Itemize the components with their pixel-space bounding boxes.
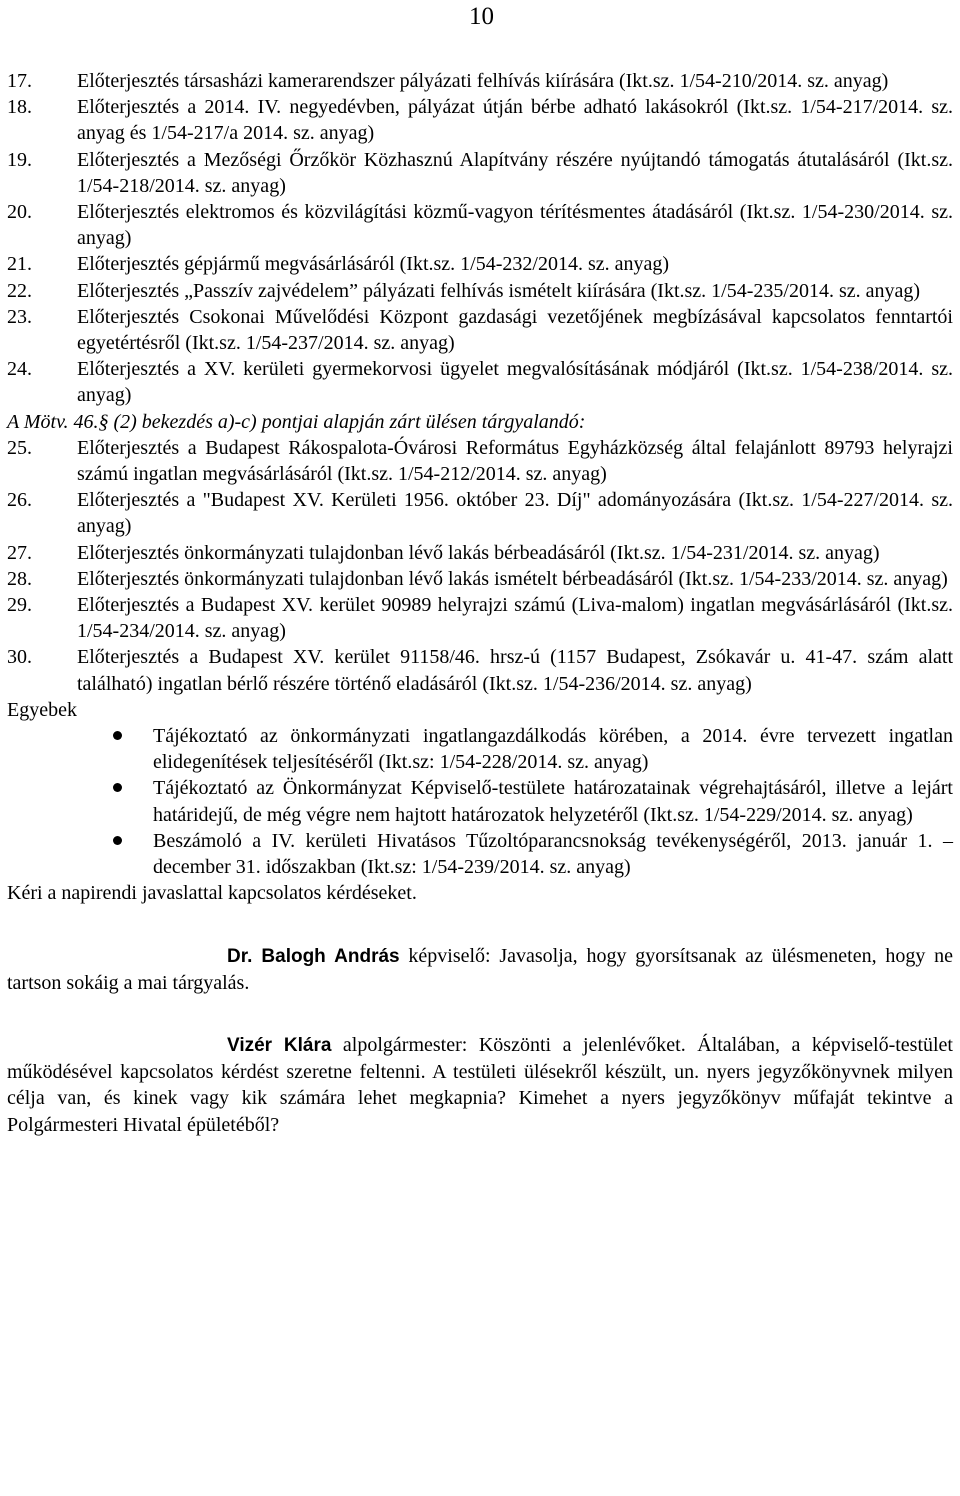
item-number: 28.: [7, 567, 32, 590]
agenda-item: [7, 435, 953, 487]
bullet-item: [105, 775, 953, 827]
item-number: 18.: [7, 96, 32, 119]
bullet-item: [105, 828, 953, 880]
item-number: 23.: [7, 305, 32, 328]
item-text: Előterjesztés a XV. kerületi gyermekorvosi ügyelet megvalósításának módjáról (Ikt.sz. 1/54-238/2014. sz. anyag): [77, 358, 953, 407]
item-number: 24.: [7, 358, 32, 381]
item-text: Előterjesztés a Budapest XV. kerület 91158/46. hrsz-ú (1157 Budapest, Zsókavár u. 41-47. szám alatt található) ingatlan bérlő részére történő eladásáról (Ikt.sz. 1/54-236/2014. sz. anyag): [77, 646, 953, 695]
item-text: Előterjesztés a 2014. IV. negyedévben, pályázat útján bérbe adható lakásokról (Ikt.sz. 1/54-217/2014. sz. anyag és 1/54-217/a 2014. sz. anyag): [77, 96, 953, 145]
item-text: Előterjesztés önkormányzati tulajdonban lévő lakás ismételt bérbeadásáról (Ikt.sz. 1/54-233/2014. sz. anyag): [77, 567, 948, 590]
agenda-item: [7, 356, 953, 408]
item-text: Előterjesztés „Passzív zajvédelem” pályázati felhívás ismételt kiírására (Ikt.sz. 1/54-235/2014. sz. anyag): [77, 279, 921, 302]
agenda-item: [7, 487, 953, 539]
item-number: 19.: [7, 148, 32, 171]
statement-paragraph: [7, 1032, 953, 1138]
agenda-item: [7, 251, 953, 277]
bullet-text: Beszámoló a IV. kerületi Hivatásos Tűzoltóparancsnokság tevékenységéről, 2013. január 1. – december 31. időszakban (Ikt.sz: 1/54-239/2014. sz. anyag): [153, 829, 953, 879]
bullet-item: [105, 723, 953, 775]
spacer: [7, 996, 953, 1032]
agenda-item: [7, 147, 953, 199]
agenda-item: [7, 278, 953, 304]
spacer: [7, 907, 953, 943]
item-text: Előterjesztés a Budapest Rákospalota-Óvárosi Református Egyházközség által felajánlott 89793 helyrajzi számú ingatlan megvásárlásáról (Ikt.sz. 1/54-212/2014. sz. anyag): [77, 436, 953, 486]
item-number: 26.: [7, 489, 32, 512]
speaker-name: Vizér Klára: [227, 1034, 332, 1056]
other-section-label: Egyebek: [7, 698, 77, 721]
speaker-name: Dr. Balogh András: [227, 945, 400, 967]
closed-session-label: A Mötv. 46.§ (2) bekezdés a)-c) pontjai alapján zárt ülésen tárgyalandó:: [7, 410, 586, 433]
item-text: Előterjesztés önkormányzati tulajdonban lévő lakás bérbeadásáról (Ikt.sz. 1/54-231/2014. sz. anyag): [77, 541, 880, 564]
document-content: [7, 68, 953, 1138]
item-number: 22.: [7, 279, 32, 302]
item-text: Előterjesztés a Budapest XV. kerület 90989 helyrajzi számú (Liva-malom) ingatlan megvásárlásáról (Ikt.sz. 1/54-234/2014. sz. anyag): [77, 594, 953, 643]
item-text: Előterjesztés a Mezőségi Őrzőkör Közhasznú Alapítvány részére nyújtandó támogatás átutalásáról (Ikt.sz. 1/54-218/2014. sz. anyag): [77, 148, 953, 197]
item-number: 30.: [7, 646, 32, 669]
agenda-item: [7, 304, 953, 356]
bullet-icon: [105, 775, 153, 827]
item-text: Előterjesztés társasházi kamerarendszer pályázati felhívás kiírására (Ikt.sz. 1/54-210/2014. sz. anyag): [77, 70, 889, 92]
bullet-text: Tájékoztató az Önkormányzat Képviselő-testülete határozatainak végrehajtásáról, illetve a lejárt határidejű, de még végre nem hajtott határozatok helyzetéről (Ikt.sz. 1/54-229/2014. sz. anyag): [153, 777, 953, 826]
bullet-icon: [105, 723, 153, 775]
item-number: 17.: [7, 70, 32, 92]
page-number: 10: [469, 3, 494, 30]
statement-text: képviselő: Javasolja, hogy gyorsítsanak az ülésmeneten, hogy ne tartson sokáig a mai tárgyalás.: [7, 944, 954, 994]
other-items-list: [7, 723, 953, 880]
closed-agenda-list: [7, 435, 953, 697]
agenda-item: [7, 68, 953, 94]
statement-text: alpolgármester: Köszönti a jelenlévőket. Általában, a képviselő-testület működésével kapcsolatos kérdést szeretne feltenni. A testületi ülésekről készült, un. nyers jegyzőkönyvnek milyen célja van, és kinek vagy kik számára lehet megkapnia? Kimehet a nyers jegyzőkönyv műfaját tekintve a Polgármesteri Hivatal épületéből?: [7, 1033, 953, 1136]
bullet-icon: [105, 828, 153, 880]
agenda-item: [7, 199, 953, 251]
item-text: Előterjesztés Csokonai Művelődési Központ gazdasági vezetőjének megbízásával kapcsolatos fenntartói egyetértésről (Ikt.sz. 1/54-237/2014. sz. anyag): [77, 305, 953, 355]
item-number: 20.: [7, 201, 32, 224]
item-text: Előterjesztés a "Budapest XV. Kerületi 1956. október 23. Díj" adományozására (Ikt.sz. 1/54-227/2014. sz. anyag): [77, 489, 953, 538]
item-text: Előterjesztés gépjármű megvásárlásáról (Ikt.sz. 1/54-232/2014. sz. anyag): [77, 253, 670, 276]
statement-paragraph: [7, 943, 953, 996]
item-number: 29.: [7, 594, 32, 617]
item-text: Előterjesztés elektromos és közvilágítási közmű-vagyon térítésmentes átadásáról (Ikt.sz. 1/54-230/2014. sz. anyag): [77, 201, 953, 250]
agenda-item: [7, 540, 953, 566]
item-number: 21.: [7, 253, 32, 276]
bullet-text: Tájékoztató az önkormányzati ingatlangazdálkodás körében, a 2014. évre tervezett ingatlan elidegenítések teljesítéséről (Ikt.sz: 1/54-228/2014. sz. anyag): [153, 725, 953, 774]
agenda-item: [7, 94, 953, 146]
question-line: Kéri a napirendi javaslattal kapcsolatos kérdéseket.: [7, 882, 417, 905]
item-number: 25.: [7, 436, 32, 459]
item-number: 27.: [7, 541, 32, 564]
agenda-item: [7, 566, 953, 592]
agenda-list: [7, 68, 953, 409]
agenda-item: [7, 644, 953, 696]
agenda-item: [7, 592, 953, 644]
